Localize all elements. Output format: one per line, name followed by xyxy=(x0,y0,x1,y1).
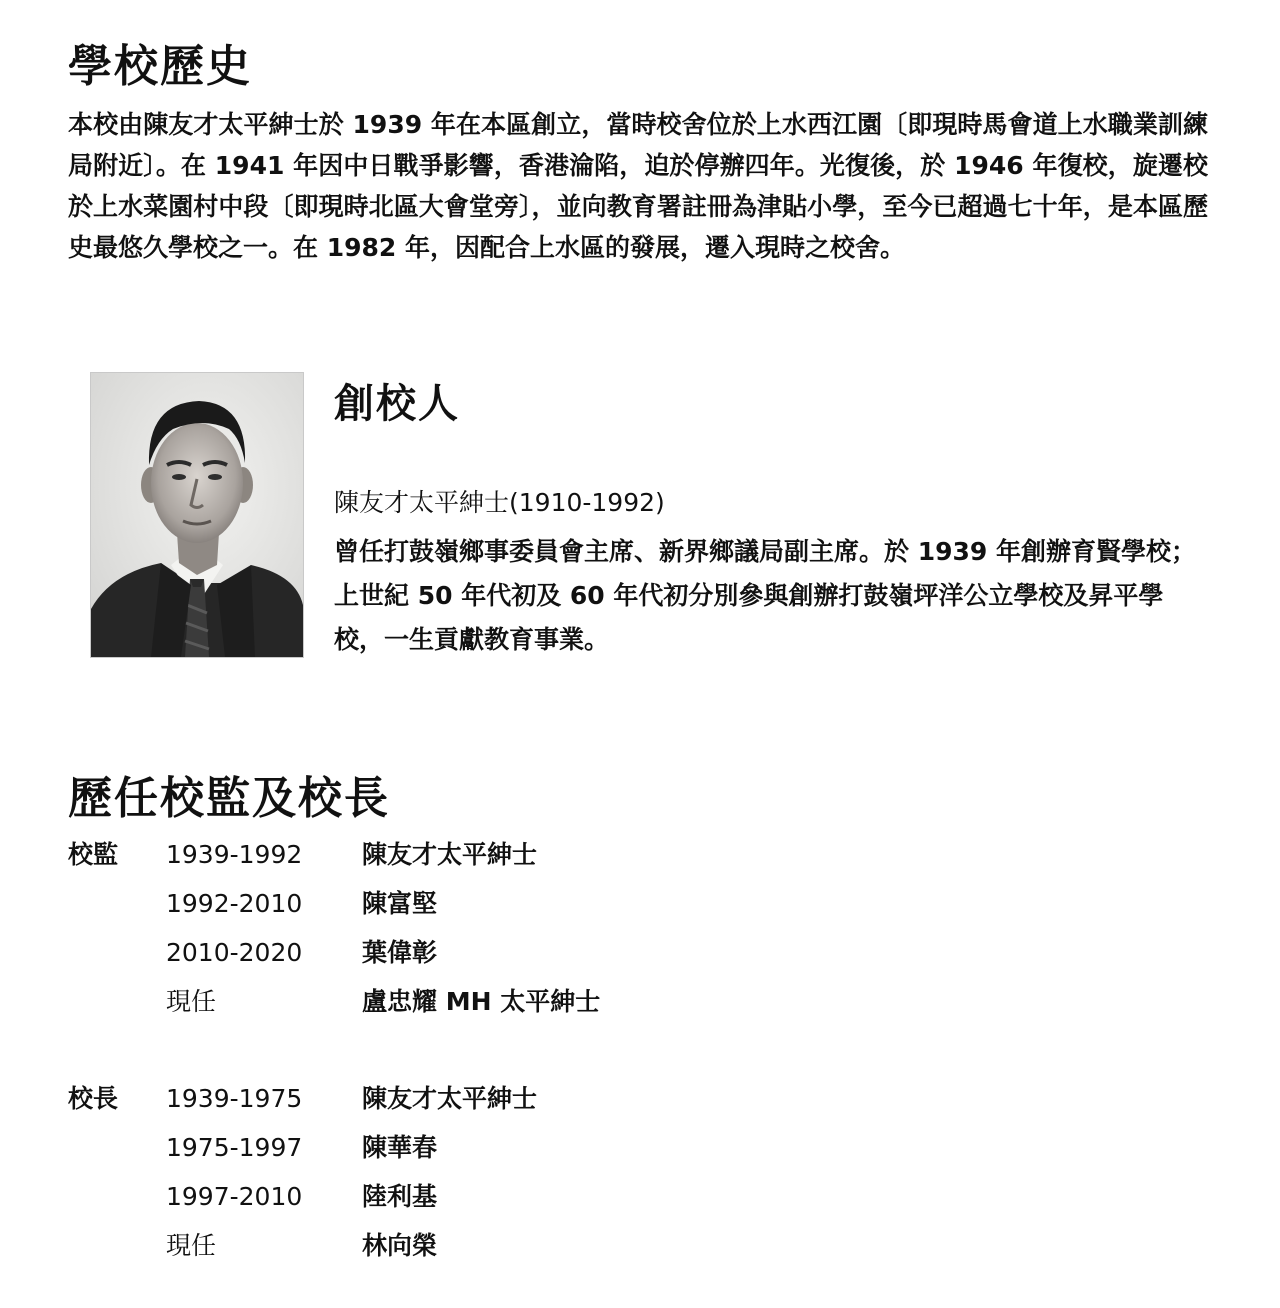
term-period: 1939-1975 xyxy=(166,1084,303,1113)
person-name: 陳富堅 xyxy=(362,889,438,918)
person-name: 盧忠耀 MH 太平紳士 xyxy=(362,987,601,1016)
role-label: 校監 xyxy=(68,840,119,869)
person-name: 葉偉彰 xyxy=(362,938,438,967)
person-name: 陳友才太平紳士 xyxy=(362,840,538,869)
term-period: 1975-1997 xyxy=(166,1133,303,1162)
term-period: 現任 xyxy=(166,987,217,1016)
person-name: 陸利基 xyxy=(362,1182,438,1211)
history-heading: 學校歷史 xyxy=(68,41,252,92)
founder-name: 陳友才太平紳士(1910-1992) xyxy=(334,488,665,517)
term-period: 1939-1992 xyxy=(166,840,303,869)
history-paragraph: 本校由陳友才太平紳士於 1939 年在本區創立，當時校舍位於上水西江園〔即現時馬會道上水職業訓練局附近〕。在 1941 年因中日戰爭影響，香港淪陷，迫於停辦四年。光復後，於 1946 年復校，旋遷校於上水菜園村中段〔即現時北區大會堂旁〕，並向教育署註冊為津貼小學，至今已超過七十年，是本區歷史最悠久學校之一。在 1982 年，因配合上水區的發展，遷入現時之校舍。 xyxy=(68,110,1208,262)
person-name: 林向榮 xyxy=(362,1231,438,1260)
leaders-heading: 歷任校監及校長 xyxy=(68,773,390,824)
term-period: 1997-2010 xyxy=(166,1182,303,1211)
founder-portrait-photo xyxy=(90,372,304,658)
term-period: 現任 xyxy=(166,1231,217,1260)
founder-heading: 創校人 xyxy=(334,381,460,427)
term-period: 2010-2020 xyxy=(166,938,303,967)
role-label: 校長 xyxy=(68,1084,119,1113)
person-name: 陳友才太平紳士 xyxy=(362,1084,538,1113)
person-name: 陳華春 xyxy=(362,1133,438,1162)
term-period: 1992-2010 xyxy=(166,889,303,918)
founder-biography: 曾任打鼓嶺鄉事委員會主席、新界鄉議局副主席。於 1939 年創辦育賢學校；上世紀 50 年代初及 60 年代初分別參與創辦打鼓嶺坪洋公立學校及昇平學校，一生貢獻教育事業。 xyxy=(334,537,1196,654)
